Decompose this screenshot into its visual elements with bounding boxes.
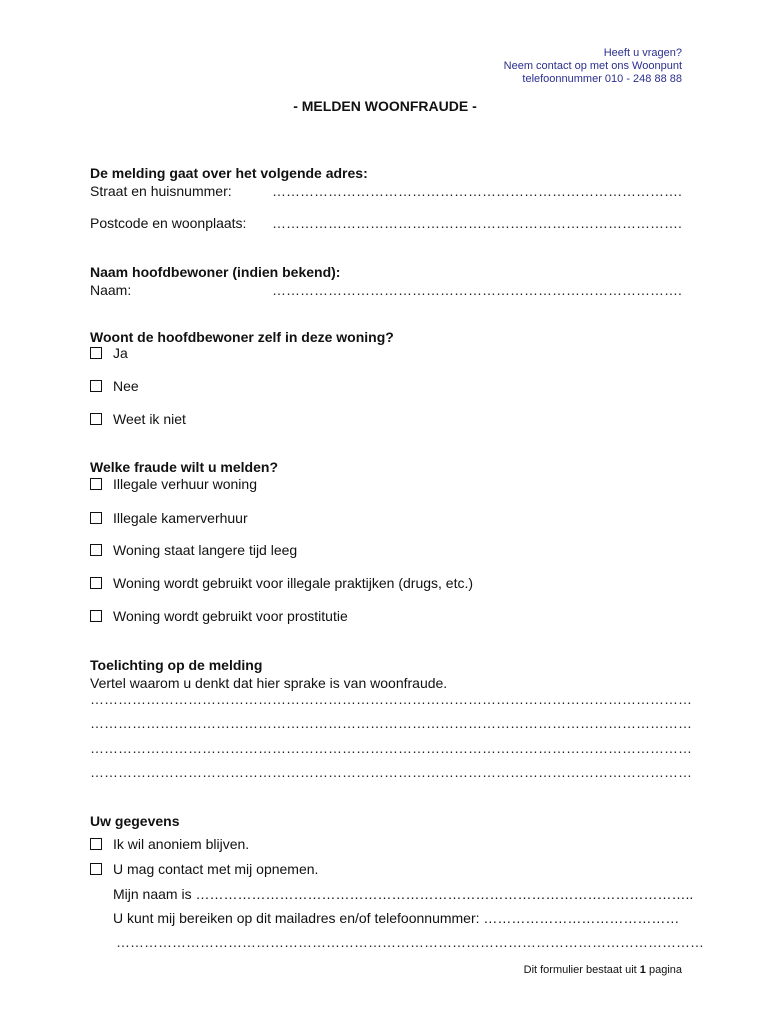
explanation-prompt: Vertel waarom u denkt dat hier sprake is van woonfraude. <box>90 675 448 691</box>
checkbox-contact[interactable] <box>90 863 102 875</box>
explanation-line-3[interactable]: ………………………………………………………………………………………………………………… <box>90 740 692 756</box>
street-field[interactable]: ……………………………………………………………………………. <box>272 183 682 199</box>
postcode-field[interactable]: ……………………………………………………………………………. <box>272 215 682 231</box>
address-heading: De melding gaat over het volgende adres: <box>90 165 368 181</box>
checkbox-illegale-praktijken[interactable] <box>90 577 102 589</box>
explanation-line-2[interactable]: ………………………………………………………………………………………………………………… <box>90 715 692 731</box>
my-name-field[interactable]: Mijn naam is …………………………………………………………………………………………….. <box>113 886 694 902</box>
option-illegale-praktijken: Woning wordt gebruikt voor illegale praktijken (drugs, etc.) <box>113 575 474 591</box>
occupant-name-field[interactable]: ……………………………………………………………………………. <box>272 282 682 298</box>
option-prostitutie: Woning wordt gebruikt voor prostitutie <box>113 608 348 624</box>
explanation-line-1[interactable]: ………………………………………………………………………………………………………………… <box>90 691 692 707</box>
checkbox-prostitutie[interactable] <box>90 610 102 622</box>
checkbox-anoniem[interactable] <box>90 838 102 850</box>
checkbox-weet-ik-niet[interactable] <box>90 413 102 425</box>
checkbox-nee[interactable] <box>90 380 102 392</box>
checkbox-leegstand[interactable] <box>90 544 102 556</box>
street-label: Straat en huisnummer: <box>90 183 232 199</box>
option-leegstand: Woning staat langere tijd leeg <box>113 542 298 558</box>
form-title: - MELDEN WOONFRAUDE - <box>293 98 477 114</box>
contact-line-1: Heeft u vragen? <box>603 47 682 59</box>
footer-suffix: pagina <box>645 964 682 976</box>
occupant-name-label: Naam: <box>90 282 132 298</box>
checkbox-illegale-verhuur[interactable] <box>90 478 102 490</box>
option-kamerverhuur: Illegale kamerverhuur <box>113 510 248 526</box>
option-contact: U mag contact met mij opnemen. <box>113 861 319 877</box>
explanation-line-4[interactable]: ………………………………………………………………………………………………………………… <box>90 764 692 780</box>
option-anoniem: Ik wil anoniem blijven. <box>113 836 250 852</box>
option-illegale-verhuur: Illegale verhuur woning <box>113 476 257 492</box>
footer-page-count: 1 <box>639 964 646 976</box>
checkbox-kamerverhuur[interactable] <box>90 512 102 524</box>
option-nee: Nee <box>113 378 139 394</box>
reach-field[interactable]: U kunt mij bereiken op dit mailadres en/of telefoonnummer: …………………………………… <box>113 910 680 926</box>
footer-prefix: Dit formulier bestaat uit <box>523 964 640 976</box>
fraud-type-heading: Welke fraude wilt u melden? <box>90 459 279 475</box>
checkbox-ja[interactable] <box>90 347 102 359</box>
postcode-label: Postcode en woonplaats: <box>90 215 247 231</box>
contact-phone: telefoonnummer 010 - 248 88 88 <box>522 73 682 85</box>
occupant-heading: Naam hoofdbewoner (indien bekend): <box>90 264 341 280</box>
lives-there-heading: Woont de hoofdbewoner zelf in deze woning? <box>90 329 394 345</box>
details-heading: Uw gegevens <box>90 813 180 829</box>
page-footer <box>524 964 682 976</box>
option-ja: Ja <box>113 345 128 361</box>
reach-field-extra[interactable]: ……………………………………………………………………………………………………………… <box>116 934 704 950</box>
option-weet-ik-niet: Weet ik niet <box>113 411 186 427</box>
contact-line-2: Neem contact op met ons Woonpunt <box>503 60 682 72</box>
explanation-heading: Toelichting op de melding <box>90 657 263 673</box>
